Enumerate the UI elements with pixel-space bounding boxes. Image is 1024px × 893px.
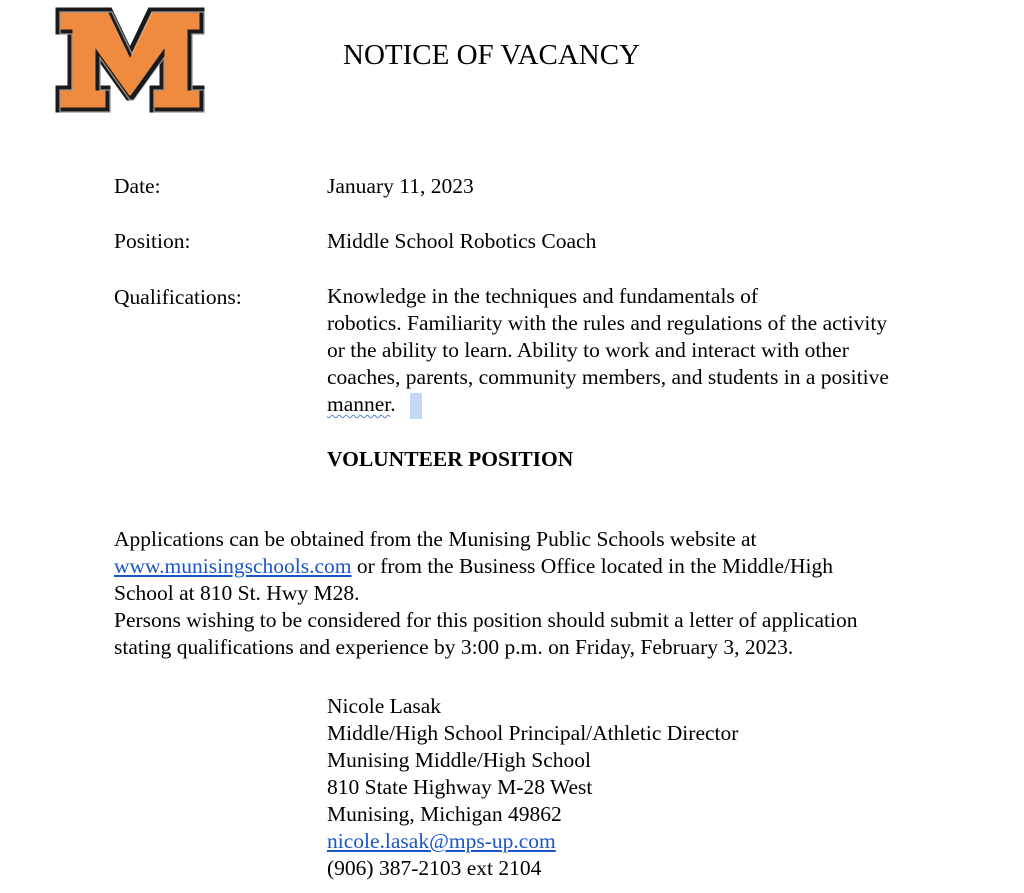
qualifications-text	[327, 283, 967, 419]
signature-address-line1: 810 State Highway M-28 West	[327, 775, 593, 799]
signature-address-line2: Munising, Michigan 49862	[327, 802, 562, 826]
signature-phone: (906) 387-2103 ext 2104	[327, 856, 542, 880]
website-link[interactable]: www.munisingschools.com	[114, 554, 352, 578]
signature-school: Munising Middle/High School	[327, 748, 591, 772]
qualifications-line: robotics. Familiarity with the rules and regulations of the activity	[327, 311, 888, 335]
applications-line	[114, 553, 994, 580]
signature-block	[327, 693, 738, 882]
qualifications-label: Qualifications:	[114, 285, 242, 309]
qualifications-line: coaches, parents, community members, and students in a positive	[327, 365, 889, 389]
position-label: Position:	[114, 229, 191, 253]
spellcheck-word[interactable]: manner	[327, 392, 391, 416]
position-value: Middle School Robotics Coach	[327, 229, 597, 253]
applications-paragraph	[114, 526, 994, 661]
date-value: January 11, 2023	[327, 174, 474, 198]
applications-line: School at 810 St. Hwy M28.	[114, 581, 360, 605]
signature-name: Nicole Lasak	[327, 694, 442, 718]
applications-line: Persons wishing to be considered for this position should submit a letter of application	[114, 608, 858, 632]
applications-line: Applications can be obtained from the Munising Public Schools website at	[114, 527, 757, 551]
m-letter-logo-shape	[58, 10, 202, 110]
applications-text: or from the Business Office located in the Middle/High	[351, 554, 833, 578]
signature-title: Middle/High School Principal/Athletic Director	[327, 721, 739, 745]
applications-line: stating qualifications and experience by 3:00 p.m. on Friday, February 3, 2023.	[114, 635, 794, 659]
email-link[interactable]: nicole.lasak@mps-up.com	[327, 829, 556, 853]
qualifications-punct: .	[390, 392, 396, 416]
date-label: Date:	[114, 174, 161, 198]
volunteer-heading: VOLUNTEER POSITION	[327, 447, 574, 471]
qualifications-line: or the ability to learn. Ability to work and interact with other	[327, 338, 849, 362]
qualifications-line: Knowledge in the techniques and fundamentals of	[327, 284, 759, 308]
school-logo	[52, 4, 208, 116]
page-title: NOTICE OF VACANCY	[343, 39, 641, 71]
text-cursor-selection[interactable]	[410, 393, 422, 419]
qualifications-line-last	[327, 391, 967, 419]
